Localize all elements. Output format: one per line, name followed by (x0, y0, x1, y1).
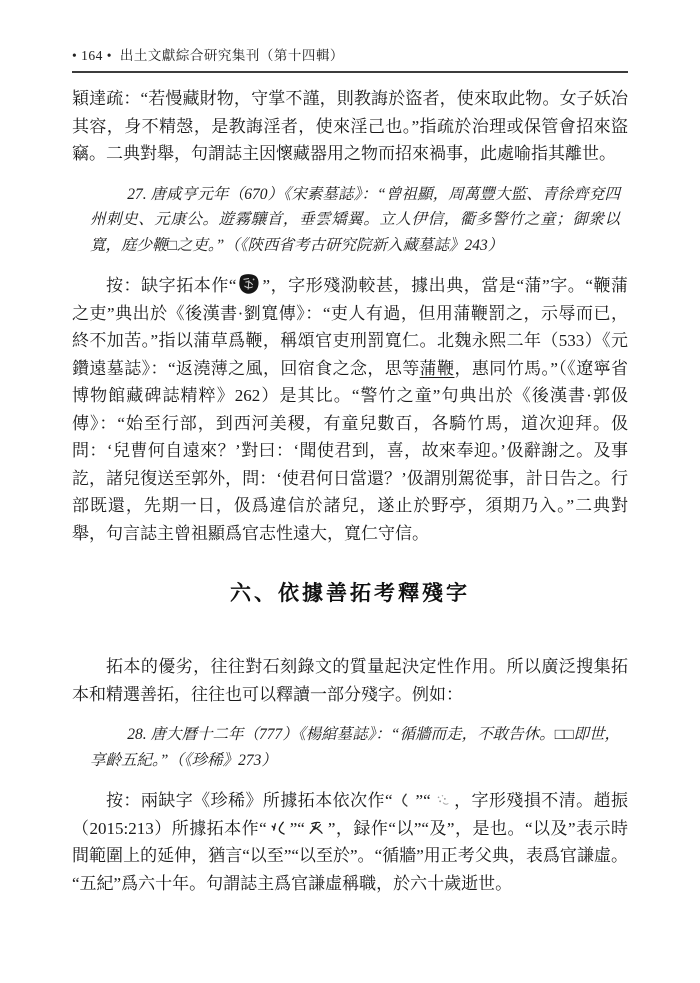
paragraph-note-28: 按：兩缺字《珍稀》所據拓本依次作“ ”“ ，字形殘損不清。趙振（2015:213）所據拓本作“ ”“ ”，録作“以”“及”，是也。“以及”表示時間範圍上的延伸，猶言“以至”“以至於”。“循牆”用正考父典，表爲官謙虛。“五紀”爲六十年。句謂誌主爲官謙虛稱職，於六十歲逝世。 (72, 791, 629, 893)
paragraph-intro: 拓本的優劣，往往對石刻錄文的質量起決定性作用。所以廣泛搜集拓本和精選善拓，往往也可以釋讀一部分殘字。例如： (72, 657, 628, 704)
rubbing-cursive-yi-icon (269, 819, 288, 838)
paragraph-continuation: 穎達疏：“若慢藏財物，守掌不謹，則教誨於盜者，使來取此物。女子妖冶其容，身不精愨，是教誨淫者，使來淫己也。”指疏於治理或保管會招來盜竊。二典對舉，句謂誌主因懷藏器用之物而招來禍事，此處喻指其離世。 (72, 89, 628, 163)
journal-title: 出土文獻綜合研究集刊（第十四輯） (119, 48, 344, 63)
section-heading: 六、依據善拓考釋殘字 (230, 582, 470, 605)
quote-entry-27: 27. 唐咸亨元年（670）《宋素墓誌》：“曾祖顯，周萬豐大監、青徐齊兗四州刺史、元康公。遊霧驤首，垂雲矯翼。立人伊信，衢多警竹之童；御衆以寬，庭少鞭□之吏。”（《陝西省考古研究院新入藏墓誌》243） (90, 185, 620, 254)
rubbing-cursive-ji-icon (307, 819, 326, 838)
underlined-term: 蒲鞭 (419, 358, 455, 378)
rubbing-faint-yi-icon (395, 791, 414, 810)
page-number: • 164 • (72, 48, 112, 63)
page-body (72, 85, 628, 897)
running-header (72, 44, 628, 73)
rubbing-faint-ji-icon (433, 791, 452, 810)
paragraph-note-27: 按：缺字拓本作“ ”，字形殘泐較甚，據出典，當是“蒲”字。“鞭蒲之吏”典出於《後漢書·劉寬傳》：“吏人有過，但用蒲鞭罰之，示辱而已，終不加苦。”指以蒲草爲鞭，稱頌官吏刑罰寬仁。北魏永熙二年（533）《元鑽遠墓誌》：“返澆薄之風，回宿食之念，思等蒲鞭，惠同竹馬。”（《遼寧省博物館藏碑誌精粹》262）是其比。“警竹之童”句典出於《後漢書·郭伋傳》：“始至行部，到西河美稷，有童兒數百，各騎竹馬，道次迎拜。伋問：‘兒曹何自遠來？’對曰：‘聞使君到，喜，故來奉迎。’伋辭謝之。及事訖，諸兒復送至郭外，問：‘使君何日當還？’伋謂別駕從事，計日告之。行部既還，先期一日，伋爲違信於諸兒，遂止於野亭，須期乃入。”二典對舉，句言誌主曾祖顯爲官志性遠大，寬仁守信。 (72, 272, 628, 547)
quote-entry-28: 28. 唐大曆十二年（777）《楊綰墓誌》：“循牆而走，不敢告休。□□即世，享齡五紀。”（《珍稀》273） (90, 726, 620, 769)
rubbing-damaged-pu-icon (238, 273, 260, 295)
